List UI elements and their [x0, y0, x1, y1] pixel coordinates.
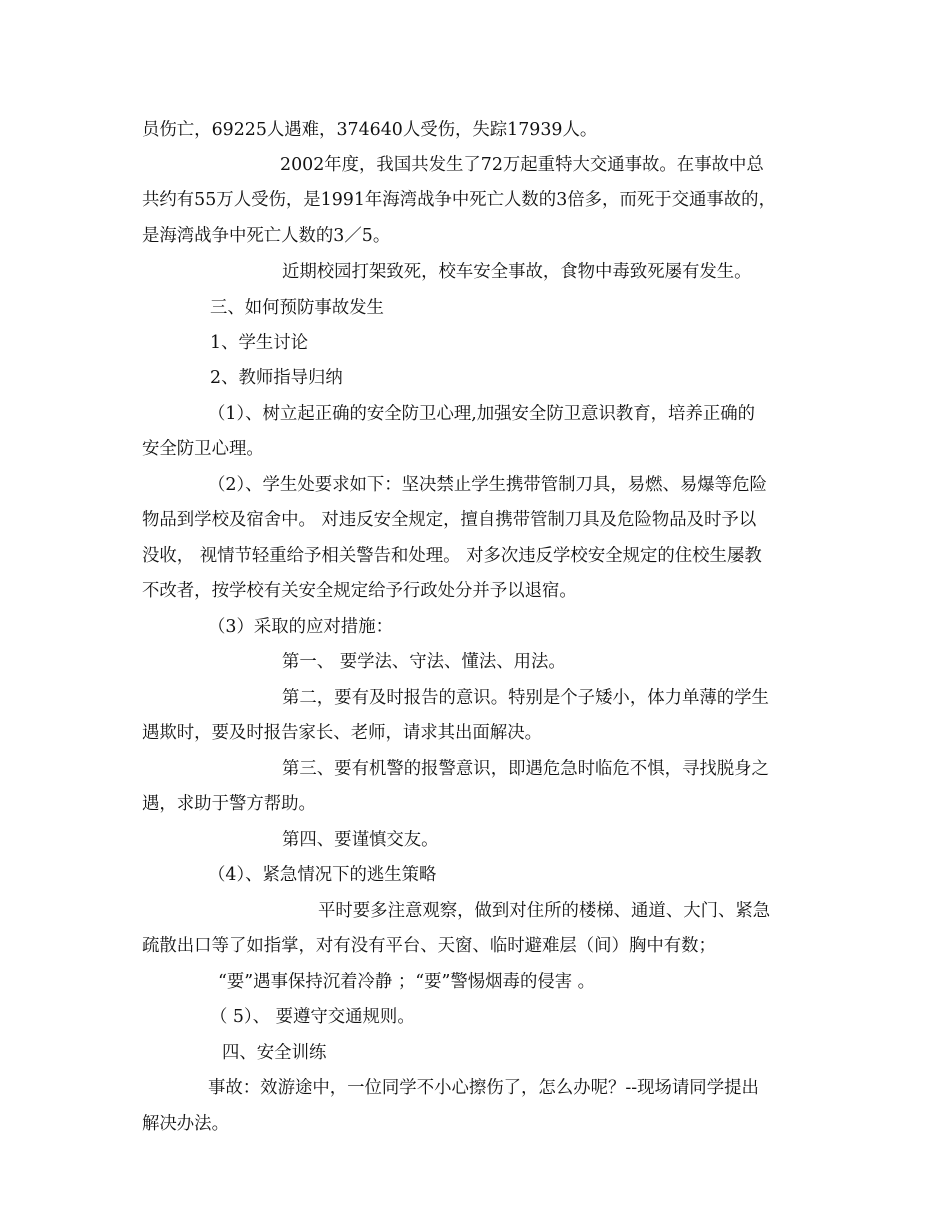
text-line-9: （1）、树立起正确的安全防卫心理,加强安全防卫意识教育，培养正确的: [208, 404, 756, 424]
text-line-15: （3）采取的应对措施：: [208, 617, 393, 637]
text-line-13: 没收， 视情节轻重给予相关警告和处理。 对多次违反学校安全规定的住校生屡教: [142, 546, 762, 566]
text-line-29: 解决办法。: [142, 1114, 229, 1134]
section-heading-3: 三、如何预防事故发生: [210, 298, 384, 318]
text-line-26: （ 5）、 要遵守交通规则。: [210, 1007, 415, 1027]
text-line-14: 不改者，按学校有关安全规定给予行政处分并予以退宿。: [142, 581, 577, 601]
text-line-17: 第二，要有及时报告的意识。特别是个子矮小，体力单薄的学生: [282, 688, 769, 708]
text-line-3: 共约有55万人受伤，是1991年海湾战争中死亡人数的3倍多，而死于交通事故的，: [142, 190, 776, 210]
text-line-1: 员伤亡，69225人遇难，374640人受伤，失踪17939人。: [142, 120, 598, 140]
text-line-19: 第三、要有机警的报警意识，即遇危急时临危不惧，寻找脱身之: [282, 759, 769, 779]
text-line-24: 疏散出口等了如指掌，对有没有平台、天窗、临时避难层（间）胸中有数；: [142, 936, 716, 956]
section-heading-4: 四、安全训练: [222, 1043, 327, 1063]
text-line-7: 1、学生讨论: [210, 333, 309, 353]
text-line-20: 遇，求助于警方帮助。: [142, 794, 316, 814]
text-line-5: 近期校园打架致死，校车安全事故，食物中毒致死屡有发生。: [282, 262, 752, 282]
text-line-22: （4）、紧急情况下的逃生策略: [208, 865, 437, 885]
text-line-2: 2002年度，我国共发生了72万起重特大交通事故。在事故中总: [280, 155, 764, 175]
text-line-10: 安全防卫心理。: [142, 439, 264, 459]
text-line-25: “要”遇事保持沉着冷静 ；“要”警惕烟毒的侵害 。: [218, 972, 596, 992]
text-line-16: 第一、 要学法、守法、懂法、用法。: [282, 652, 566, 672]
text-line-23: 平时要多注意观察，做到对住所的楼梯、通道、大门、紧急: [318, 901, 771, 921]
text-line-21: 第四、要谨慎交友。: [282, 830, 439, 850]
text-line-4: 是海湾战争中死亡人数的3／5。: [142, 226, 391, 246]
text-line-11: （2）、学生处要求如下：坚决禁止学生携带管制刀具，易燃、易爆等危险: [208, 475, 767, 495]
text-line-8: 2、教师指导归纳: [210, 368, 343, 388]
text-line-28: 事故：效游途中，一位同学不小心擦伤了，怎么办呢？--现场请同学提出: [208, 1078, 759, 1098]
text-line-12: 物品到学校及宿舍中。 对违反安全规定，擅自携带管制刀具及危险物品及时予以: [142, 510, 757, 530]
text-line-18: 遇欺时，要及时报告家长、老师，请求其出面解决。: [142, 723, 542, 743]
